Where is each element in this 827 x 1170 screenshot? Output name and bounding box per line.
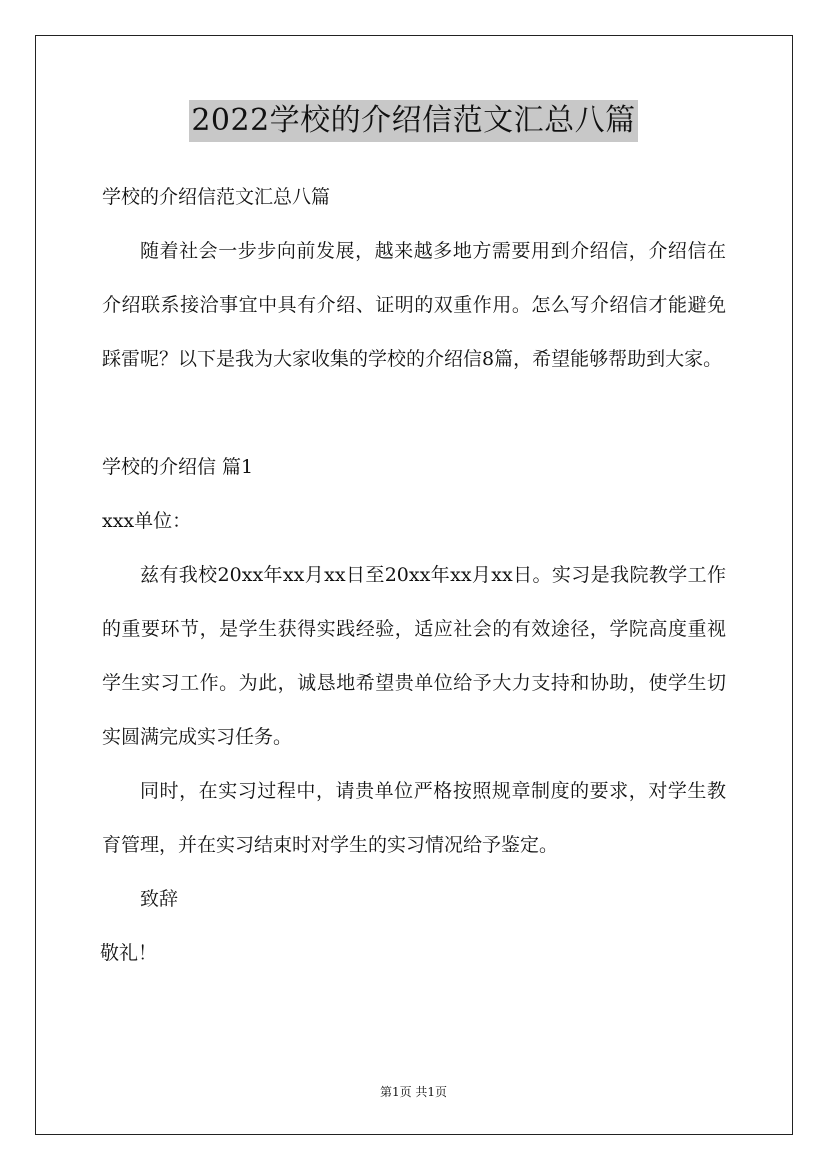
closing-jingli: 敬礼！ [100,942,158,964]
spacer [102,386,726,440]
page-footer: 第1页 共1页 [379,1085,448,1099]
body-paragraph-2: 同时，在实习过程中，请贵单位严格按照规章制度的要求，对学生教育管理，并在实习结束时对学生的实习情况给予鉴定。 [102,780,726,856]
subtitle: 学校的介绍信范文汇总八篇 [102,186,331,208]
body-paragraph-1: 兹有我校20xx年xx月xx日至20xx年xx月xx日。实习是我院教学工作的重要环节，是学生获得实践经验，适应社会的有效途径，学院高度重视学生实习工作。为此，诚恳地希望贵单位给予大力支持和协助，使学生切实圆满完成实习任务。 [102,564,726,748]
document-body [102,170,726,980]
closing-zhici: 致辞 [140,888,179,910]
title-wrap [0,100,827,142]
document-title: 2022学校的介绍信范文汇总八篇 [189,100,637,142]
section-heading: 学校的介绍信 篇1 [102,456,254,478]
intro-paragraph: 随着社会一步步向前发展，越来越多地方需要用到介绍信，介绍信在介绍联系接洽事宜中具有介绍、证明的双重作用。怎么写介绍信才能避免踩雷呢？以下是我为大家收集的学校的介绍信8篇，希望能够帮助到大家。 [102,240,726,370]
salutation: xxx单位： [102,510,192,532]
